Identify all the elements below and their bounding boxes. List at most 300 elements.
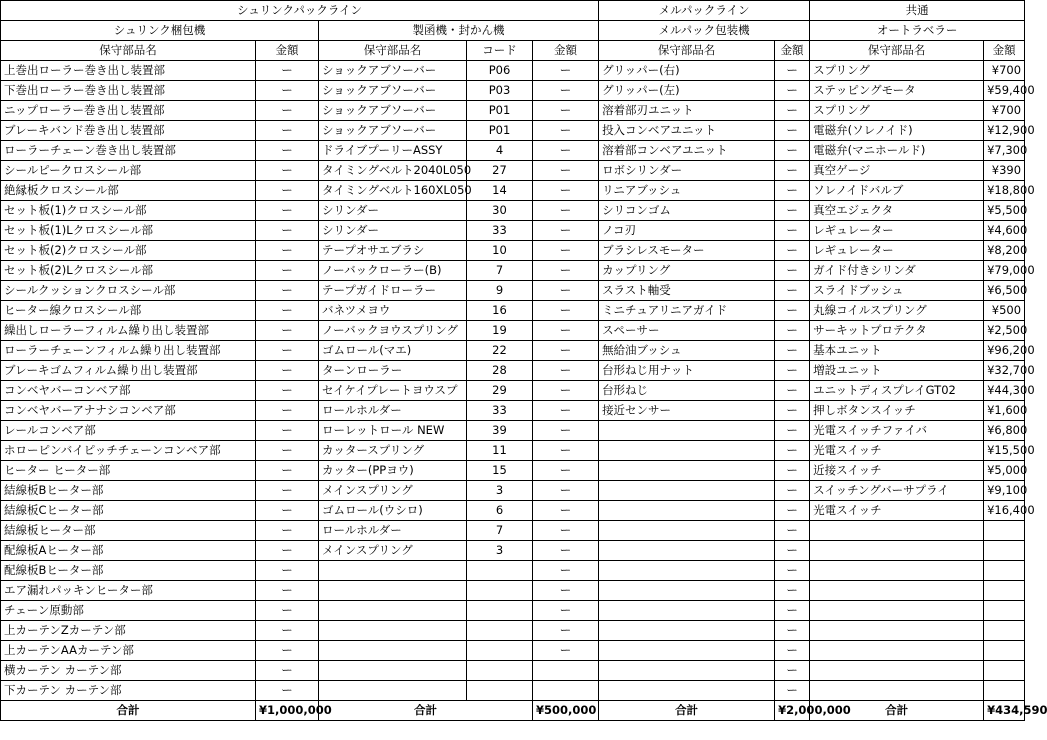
case-part-name: [319, 661, 467, 681]
case-part-amount: ー: [533, 341, 599, 361]
common-part-name: 増設ユニット: [810, 361, 984, 381]
meru-part-amount: ー: [775, 201, 810, 221]
common-part-name: 光電スイッチファイバ: [810, 421, 984, 441]
common-part-name: 近接スイッチ: [810, 461, 984, 481]
common-part-name: 光電スイッチ: [810, 501, 984, 521]
case-part-name: [319, 681, 467, 701]
meru-part-name: [599, 641, 775, 661]
meru-part-name: [599, 501, 775, 521]
shrink-part-name: シールピークロスシール部: [1, 161, 256, 181]
case-part-code: [467, 681, 533, 701]
shrink-part-name: 横カーテン カーテン部: [1, 661, 256, 681]
table-row: [1, 221, 1025, 241]
case-part-code: [467, 661, 533, 681]
meru-part-amount: ー: [775, 561, 810, 581]
meru-part-amount: ー: [775, 681, 810, 701]
common-part-amount: ¥59,400: [984, 81, 1025, 101]
meru-part-name: ブラシレスモーター: [599, 241, 775, 261]
meru-part-name: 接近センサー: [599, 401, 775, 421]
col-header-part-name: 保守部品名: [599, 41, 775, 61]
meru-part-amount: ー: [775, 121, 810, 141]
case-part-code: 16: [467, 301, 533, 321]
meru-part-amount: ー: [775, 301, 810, 321]
common-part-amount: ¥18,800: [984, 181, 1025, 201]
case-part-code: 9: [467, 281, 533, 301]
table-row: [1, 61, 1025, 81]
common-part-amount: [984, 621, 1025, 641]
meru-part-amount: ー: [775, 281, 810, 301]
meru-part-amount: ー: [775, 481, 810, 501]
meru-part-amount: ー: [775, 141, 810, 161]
case-part-name: ショックアブソーバー: [319, 61, 467, 81]
case-part-amount: ー: [533, 521, 599, 541]
case-part-amount: ー: [533, 381, 599, 401]
case-part-code: 39: [467, 421, 533, 441]
case-part-code: 33: [467, 401, 533, 421]
shrink-part-amount: ー: [256, 581, 319, 601]
common-part-amount: ¥96,200: [984, 341, 1025, 361]
case-part-code: 14: [467, 181, 533, 201]
common-part-amount: ¥79,000: [984, 261, 1025, 281]
shrink-part-amount: ー: [256, 501, 319, 521]
case-part-amount: ー: [533, 501, 599, 521]
shrink-part-name: チェーン原動部: [1, 601, 256, 621]
case-part-code: 19: [467, 321, 533, 341]
case-part-name: ショックアブソーバー: [319, 81, 467, 101]
shrink-part-amount: ー: [256, 81, 319, 101]
table-row: [1, 401, 1025, 421]
case-part-amount: ー: [533, 461, 599, 481]
common-part-name: サーキットプロテクタ: [810, 321, 984, 341]
common-part-amount: ¥6,800: [984, 421, 1025, 441]
meru-part-amount: ー: [775, 521, 810, 541]
case-part-amount: ー: [533, 321, 599, 341]
shrink-part-amount: ー: [256, 321, 319, 341]
common-part-amount: ¥12,900: [984, 121, 1025, 141]
common-part-amount: ¥1,600: [984, 401, 1025, 421]
case-part-name: シリンダー: [319, 221, 467, 241]
table-row: [1, 561, 1025, 581]
meru-part-name: グリッパー(左): [599, 81, 775, 101]
col-header-amount: 金額: [984, 41, 1025, 61]
meru-part-amount: ー: [775, 501, 810, 521]
shrink-part-name: 配線板Bヒーター部: [1, 561, 256, 581]
case-part-name: カッタースプリング: [319, 441, 467, 461]
common-part-name: レギュレーター: [810, 241, 984, 261]
table-row: [1, 301, 1025, 321]
col-header-code: コード: [467, 41, 533, 61]
shrink-part-amount: ー: [256, 381, 319, 401]
shrink-part-name: 下カーテン カーテン部: [1, 681, 256, 701]
shrink-part-amount: ー: [256, 261, 319, 281]
meru-part-name: 溶着部刃ユニット: [599, 101, 775, 121]
table-row: [1, 501, 1025, 521]
shrink-part-amount: ー: [256, 401, 319, 421]
meru-part-amount: ー: [775, 541, 810, 561]
case-part-code: 33: [467, 221, 533, 241]
case-part-code: [467, 561, 533, 581]
col-header-part-name: 保守部品名: [1, 41, 256, 61]
case-part-code: 7: [467, 521, 533, 541]
common-part-amount: ¥700: [984, 101, 1025, 121]
common-part-amount: ¥32,700: [984, 361, 1025, 381]
case-part-amount: ー: [533, 221, 599, 241]
col-header-amount: 金額: [533, 41, 599, 61]
shrink-part-name: 上カーテンZカーテン部: [1, 621, 256, 641]
common-part-amount: ¥390: [984, 161, 1025, 181]
case-part-amount: ー: [533, 61, 599, 81]
table-row: [1, 341, 1025, 361]
meru-part-name: [599, 681, 775, 701]
case-part-name: カッター(PPヨウ): [319, 461, 467, 481]
common-part-amount: ¥4,600: [984, 221, 1025, 241]
shrink-part-amount: ー: [256, 301, 319, 321]
case-part-name: ショックアブソーバー: [319, 101, 467, 121]
shrink-part-name: コンベヤバーコンベア部: [1, 381, 256, 401]
case-part-amount: ー: [533, 621, 599, 641]
shrink-part-name: 繰出しローラーフィルム繰り出し装置部: [1, 321, 256, 341]
machine-meru-packer: メルパック包装機: [599, 21, 810, 41]
section-common: 共通: [810, 1, 1025, 21]
table-row: [1, 521, 1025, 541]
meru-part-amount: ー: [775, 641, 810, 661]
table-row: [1, 421, 1025, 441]
meru-part-name: ロボシリンダー: [599, 161, 775, 181]
common-part-amount: ¥500: [984, 301, 1025, 321]
table-row: [1, 181, 1025, 201]
case-part-amount: ー: [533, 201, 599, 221]
common-part-amount: [984, 641, 1025, 661]
shrink-part-name: ヒーター線クロスシール部: [1, 301, 256, 321]
meru-part-amount: ー: [775, 601, 810, 621]
shrink-part-name: セット板(2)Lクロスシール部: [1, 261, 256, 281]
case-part-code: 11: [467, 441, 533, 461]
common-part-amount: ¥44,300: [984, 381, 1025, 401]
meru-part-name: [599, 621, 775, 641]
common-part-amount: [984, 661, 1025, 681]
table-row: [1, 241, 1025, 261]
case-part-name: ゴムロール(ウシロ): [319, 501, 467, 521]
case-part-name: タイミングベルト160XL050: [319, 181, 467, 201]
common-part-name: [810, 581, 984, 601]
table-row: [1, 81, 1025, 101]
meru-part-name: [599, 661, 775, 681]
common-part-amount: ¥2,500: [984, 321, 1025, 341]
common-part-amount: ¥15,500: [984, 441, 1025, 461]
meru-part-amount: ー: [775, 381, 810, 401]
case-part-amount: ー: [533, 261, 599, 281]
shrink-part-amount: ー: [256, 181, 319, 201]
meru-part-name: シリコンゴム: [599, 201, 775, 221]
meru-part-name: [599, 481, 775, 501]
meru-part-name: [599, 521, 775, 541]
case-part-name: シリンダー: [319, 201, 467, 221]
shrink-part-name: 絶縁板クロスシール部: [1, 181, 256, 201]
common-part-name: [810, 521, 984, 541]
case-total-label: 合計: [319, 701, 533, 721]
meru-part-amount: ー: [775, 661, 810, 681]
meru-part-amount: ー: [775, 221, 810, 241]
shrink-part-name: コンベヤバーアナナシコンベア部: [1, 401, 256, 421]
shrink-part-name: 結線板Cヒーター部: [1, 501, 256, 521]
common-part-amount: ¥6,500: [984, 281, 1025, 301]
shrink-part-name: ブレーキゴムフィルム繰り出し装置部: [1, 361, 256, 381]
common-part-amount: [984, 601, 1025, 621]
case-part-amount: ー: [533, 121, 599, 141]
meru-part-name: 無給油ブッシュ: [599, 341, 775, 361]
shrink-total-label: 合計: [1, 701, 256, 721]
common-part-name: [810, 541, 984, 561]
meru-part-name: スペーサー: [599, 321, 775, 341]
shrink-part-name: 下巻出ローラー巻き出し装置部: [1, 81, 256, 101]
shrink-part-amount: ー: [256, 421, 319, 441]
col-header-amount: 金額: [256, 41, 319, 61]
case-part-amount: ー: [533, 101, 599, 121]
shrink-part-amount: ー: [256, 661, 319, 681]
common-part-name: ガイド付きシリンダ: [810, 261, 984, 281]
case-part-amount: ー: [533, 541, 599, 561]
common-part-name: スプリング: [810, 101, 984, 121]
case-part-code: 22: [467, 341, 533, 361]
shrink-part-name: 上巻出ローラー巻き出し装置部: [1, 61, 256, 81]
common-part-name: 押しボタンスイッチ: [810, 401, 984, 421]
common-part-name: [810, 641, 984, 661]
case-part-code: 6: [467, 501, 533, 521]
section-meru-line: メルパックライン: [599, 1, 810, 21]
case-part-name: ノーバックヨウスプリング: [319, 321, 467, 341]
meru-part-amount: ー: [775, 621, 810, 641]
column-header-row: [1, 41, 1025, 61]
case-part-name: テープガイドローラー: [319, 281, 467, 301]
shrink-part-amount: ー: [256, 281, 319, 301]
case-part-amount: ー: [533, 281, 599, 301]
case-part-amount: ー: [533, 301, 599, 321]
case-part-amount: ー: [533, 161, 599, 181]
machine-autoballer: オートラベラー: [810, 21, 1025, 41]
case-part-name: [319, 581, 467, 601]
meru-part-name: ミニチュアリニアガイド: [599, 301, 775, 321]
meru-part-name: [599, 601, 775, 621]
meru-part-amount: ー: [775, 161, 810, 181]
table-row: [1, 621, 1025, 641]
case-part-name: テープオサエブラシ: [319, 241, 467, 261]
shrink-part-name: ホローピンバイピッチチェーンコンベア部: [1, 441, 256, 461]
totals-row: [1, 701, 1025, 721]
case-part-name: [319, 601, 467, 621]
common-part-name: 電磁弁(ソレノイド): [810, 121, 984, 141]
table-row: [1, 281, 1025, 301]
meru-part-amount: ー: [775, 321, 810, 341]
case-part-name: [319, 641, 467, 661]
meru-total-amount: ¥2,000,000: [775, 701, 810, 721]
common-part-amount: ¥9,100: [984, 481, 1025, 501]
case-part-amount: [533, 681, 599, 701]
shrink-part-name: 結線板ヒーター部: [1, 521, 256, 541]
common-part-name: [810, 681, 984, 701]
common-part-name: 電磁弁(マニホールド): [810, 141, 984, 161]
table-row: [1, 681, 1025, 701]
common-part-amount: [984, 541, 1025, 561]
common-part-amount: [984, 581, 1025, 601]
meru-part-name: リニアブッシュ: [599, 181, 775, 201]
shrink-part-name: 上カーテンAAカーテン部: [1, 641, 256, 661]
case-part-name: ローレットロール NEW: [319, 421, 467, 441]
case-part-amount: ー: [533, 581, 599, 601]
section-header-row: [1, 1, 1025, 21]
meru-part-amount: ー: [775, 61, 810, 81]
case-part-amount: ー: [533, 401, 599, 421]
meru-part-amount: ー: [775, 81, 810, 101]
meru-part-amount: ー: [775, 341, 810, 361]
case-part-amount: ー: [533, 561, 599, 581]
shrink-part-name: 配線板Aヒーター部: [1, 541, 256, 561]
shrink-part-name: ブレーキバンド巻き出し装置部: [1, 121, 256, 141]
common-part-amount: ¥7,300: [984, 141, 1025, 161]
shrink-part-amount: ー: [256, 161, 319, 181]
shrink-part-name: ニップローラー巻き出し装置部: [1, 101, 256, 121]
case-part-amount: ー: [533, 241, 599, 261]
case-part-amount: ー: [533, 181, 599, 201]
case-part-amount: ー: [533, 81, 599, 101]
meru-part-amount: ー: [775, 441, 810, 461]
common-part-name: ステッピングモータ: [810, 81, 984, 101]
section-shrink-line: シュリンクパックライン: [1, 1, 599, 21]
meru-part-amount: ー: [775, 581, 810, 601]
case-part-code: P03: [467, 81, 533, 101]
common-part-name: 真空エジェクタ: [810, 201, 984, 221]
common-part-name: レギュレーター: [810, 221, 984, 241]
common-total-label: 合計: [810, 701, 984, 721]
meru-part-name: グリッパー(右): [599, 61, 775, 81]
col-header-part-name: 保守部品名: [810, 41, 984, 61]
shrink-part-amount: ー: [256, 461, 319, 481]
case-part-code: [467, 621, 533, 641]
common-part-name: 光電スイッチ: [810, 441, 984, 461]
common-part-name: [810, 661, 984, 681]
meru-part-name: [599, 541, 775, 561]
case-part-code: P01: [467, 101, 533, 121]
table-row: [1, 261, 1025, 281]
case-part-name: バネツメヨウ: [319, 301, 467, 321]
case-part-amount: ー: [533, 441, 599, 461]
shrink-part-name: セット板(1)Lクロスシール部: [1, 221, 256, 241]
case-part-code: 15: [467, 461, 533, 481]
common-part-name: スライドブッシュ: [810, 281, 984, 301]
shrink-part-amount: ー: [256, 61, 319, 81]
common-part-amount: ¥5,000: [984, 461, 1025, 481]
case-part-amount: [533, 661, 599, 681]
case-part-name: [319, 621, 467, 641]
case-part-name: メインスプリング: [319, 481, 467, 501]
meru-part-name: 台形ねじ: [599, 381, 775, 401]
col-header-part-name: 保守部品名: [319, 41, 467, 61]
meru-part-amount: ー: [775, 461, 810, 481]
meru-part-amount: ー: [775, 421, 810, 441]
case-part-code: 27: [467, 161, 533, 181]
case-part-code: 10: [467, 241, 533, 261]
shrink-part-name: セット板(2)クロスシール部: [1, 241, 256, 261]
case-part-code: 29: [467, 381, 533, 401]
shrink-part-amount: ー: [256, 481, 319, 501]
shrink-part-name: シールクッションクロスシール部: [1, 281, 256, 301]
case-part-code: P06: [467, 61, 533, 81]
shrink-part-amount: ー: [256, 521, 319, 541]
meru-part-name: [599, 561, 775, 581]
shrink-part-name: ローラーチェーン巻き出し装置部: [1, 141, 256, 161]
common-part-name: [810, 561, 984, 581]
common-part-amount: ¥8,200: [984, 241, 1025, 261]
meru-part-name: 投入コンベアユニット: [599, 121, 775, 141]
shrink-part-amount: ー: [256, 101, 319, 121]
case-part-code: [467, 601, 533, 621]
shrink-part-amount: ー: [256, 541, 319, 561]
case-part-code: 28: [467, 361, 533, 381]
meru-part-name: [599, 421, 775, 441]
meru-part-name: [599, 581, 775, 601]
shrink-part-name: 結線板Bヒーター部: [1, 481, 256, 501]
case-part-name: ゴムロール(マエ): [319, 341, 467, 361]
col-header-amount: 金額: [775, 41, 810, 61]
table-row: [1, 361, 1025, 381]
case-part-amount: ー: [533, 141, 599, 161]
machine-header-row: [1, 21, 1025, 41]
table-row: [1, 381, 1025, 401]
meru-part-amount: ー: [775, 361, 810, 381]
common-part-name: ソレノイドバルブ: [810, 181, 984, 201]
shrink-part-amount: ー: [256, 361, 319, 381]
case-part-name: ノーバックローラー(B): [319, 261, 467, 281]
shrink-total-amount: ¥1,000,000: [256, 701, 319, 721]
case-part-name: セイケイプレートヨウスプ: [319, 381, 467, 401]
common-part-name: スプリング: [810, 61, 984, 81]
table-row: [1, 201, 1025, 221]
meru-part-amount: ー: [775, 101, 810, 121]
case-part-name: タイミングベルト2040L050: [319, 161, 467, 181]
case-part-code: 7: [467, 261, 533, 281]
table-row: [1, 461, 1025, 481]
meru-part-amount: ー: [775, 401, 810, 421]
shrink-part-amount: ー: [256, 341, 319, 361]
shrink-part-amount: ー: [256, 561, 319, 581]
case-part-name: [319, 561, 467, 581]
machine-shrink-wrap: シュリンク梱包機: [1, 21, 319, 41]
table-row: [1, 161, 1025, 181]
case-part-name: ロールホルダー: [319, 521, 467, 541]
common-part-name: 基本ユニット: [810, 341, 984, 361]
case-part-name: ロールホルダー: [319, 401, 467, 421]
case-part-amount: ー: [533, 361, 599, 381]
table-row: [1, 661, 1025, 681]
case-part-code: [467, 581, 533, 601]
shrink-part-amount: ー: [256, 221, 319, 241]
shrink-part-amount: ー: [256, 621, 319, 641]
common-part-name: スイッチングバーサプライ: [810, 481, 984, 501]
common-total-amount: ¥434,590: [984, 701, 1025, 721]
table-row: [1, 101, 1025, 121]
case-part-amount: ー: [533, 421, 599, 441]
shrink-part-amount: ー: [256, 641, 319, 661]
shrink-part-amount: ー: [256, 121, 319, 141]
meru-part-name: スラスト軸受: [599, 281, 775, 301]
meru-part-name: [599, 461, 775, 481]
table-row: [1, 541, 1025, 561]
case-part-name: ドライブプーリーASSY: [319, 141, 467, 161]
case-part-code: 30: [467, 201, 533, 221]
case-part-amount: ー: [533, 481, 599, 501]
case-part-name: メインスプリング: [319, 541, 467, 561]
case-part-code: 3: [467, 481, 533, 501]
common-part-name: 丸線コイルスプリング: [810, 301, 984, 321]
